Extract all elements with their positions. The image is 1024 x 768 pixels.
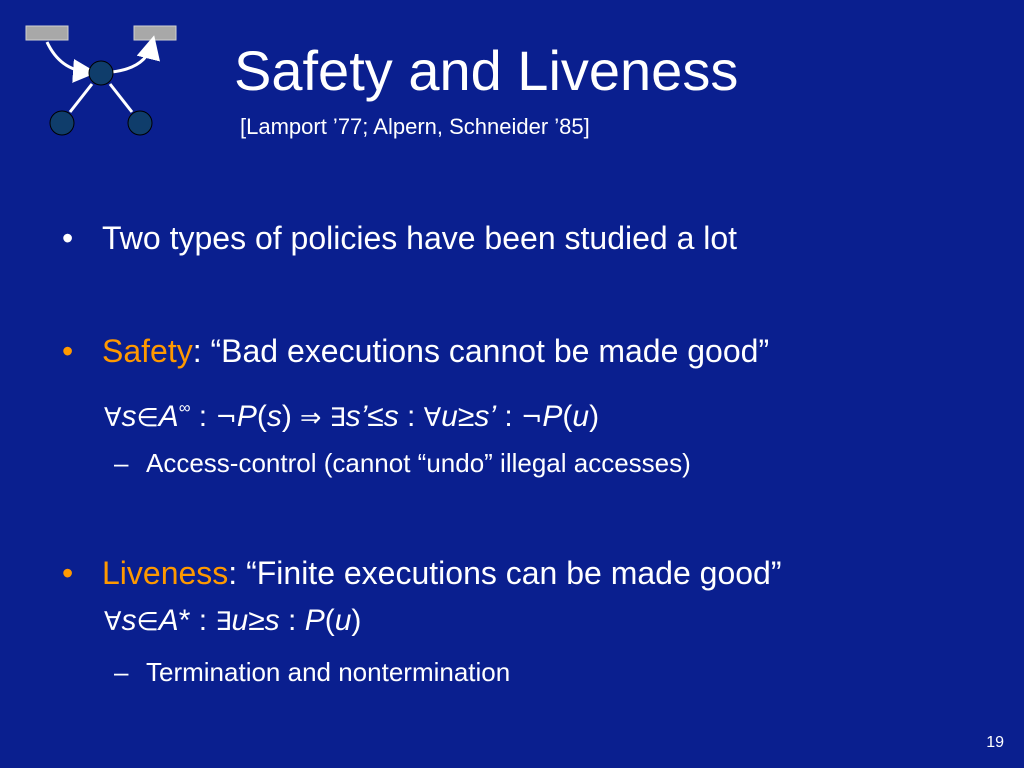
- network-graph-icon: [22, 20, 182, 140]
- slide-subtitle: [Lamport ’77; Alpern, Schneider ’85]: [240, 114, 590, 139]
- liveness-keyword: Liveness: [102, 555, 229, 591]
- logo-node-right: [128, 111, 152, 135]
- bullet-marker: •: [62, 555, 74, 591]
- page-number: 19: [986, 734, 1004, 751]
- slide-title: Safety and Liveness: [234, 39, 739, 102]
- bullet-marker: •: [62, 333, 74, 369]
- safety-example: Access-control (cannot “undo” illegal accesses): [146, 448, 691, 478]
- logo-node-left: [50, 111, 74, 135]
- safety-keyword: Safety: [102, 333, 193, 369]
- safety-description: : “Bad executions cannot be made good”: [192, 333, 770, 369]
- sub-bullet-dash: –: [114, 657, 129, 687]
- liveness-bullet-text: [102, 553, 782, 593]
- bullet-text: Two types of policies have been studied a lot: [102, 220, 738, 256]
- logo-box-right: [134, 26, 176, 40]
- bullet-marker: •: [62, 220, 74, 256]
- sub-bullet-dash: –: [114, 448, 129, 478]
- safety-bullet-text: [102, 331, 769, 371]
- logo-box-left: [26, 26, 68, 40]
- logo-node-center: [89, 61, 113, 85]
- liveness-example: Termination and nontermination: [146, 657, 511, 687]
- liveness-formula: ∀s∈A* : ∃u≥s : P(u): [104, 604, 362, 637]
- safety-formula: ∀s∈A∞ : ¬P(s) ⇒ ∃s’≤s : ∀u≥s’ : ¬P(u): [104, 399, 600, 434]
- liveness-description: : “Finite executions can be made good”: [228, 555, 782, 591]
